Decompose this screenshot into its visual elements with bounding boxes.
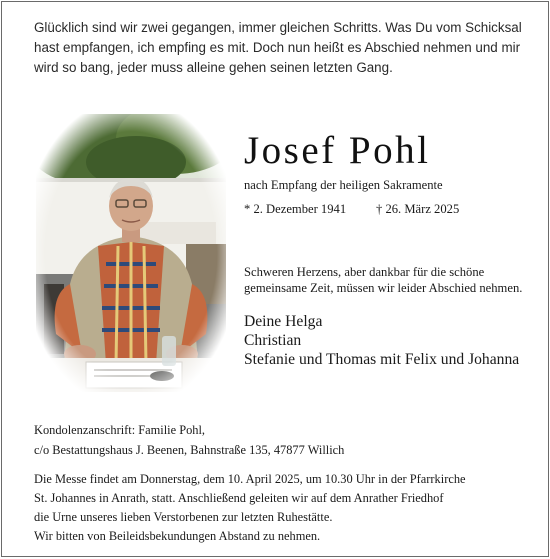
- birth-date: * 2. Dezember 1941: [244, 202, 347, 216]
- service-line: Die Messe findet am Donnerstag, dem 10. April 2025, um 10.30 Uhr in der Pfarrkirche: [34, 472, 466, 486]
- address-line: Kondolenzanschrift: Familie Pohl,: [34, 423, 206, 437]
- portrait-photo: [36, 114, 226, 392]
- farewell-line: Schweren Herzens, aber dankbar für die schöne: [244, 265, 485, 279]
- address-line: c/o Bestattungshaus J. Beenen, Bahnstraße 135, 47877 Willich: [34, 443, 345, 457]
- obituary-notice: [1, 1, 549, 557]
- poem-line: hast empfangen, ich empfing es mit. Doch nun heißt es Abschied nehmen und mir: [34, 40, 521, 55]
- poem-line: Glücklich sind wir zwei gegangen, immer gleichen Schritts. Was Du vom Schicksal: [34, 20, 522, 35]
- service-line: St. Johannes in Anrath, statt. Anschließend geleiten wir auf dem Anrather Friedhof: [34, 491, 444, 505]
- death-date: † 26. März 2025: [376, 202, 460, 216]
- deceased-name: Josef Pohl: [244, 129, 431, 172]
- mourner: Stefanie und Thomas mit Felix und Johanna: [244, 351, 520, 368]
- poem-line: wird so bang, jeder muss alleine gehen seinen letzten Gang.: [34, 60, 393, 75]
- service-line: Wir bitten von Beileidsbekundungen Abstand zu nehmen.: [34, 529, 321, 543]
- farewell-line: gemeinsame Zeit, müssen wir leider Abschied nehmen.: [244, 280, 523, 295]
- mourner: Christian: [244, 332, 302, 349]
- service-line: die Urne unseres lieben Verstorbenen zur letzten Ruhestätte.: [34, 510, 333, 524]
- mourners-list: [244, 312, 519, 369]
- mourner: Deine Helga: [244, 313, 323, 330]
- farewell-text: [244, 265, 522, 296]
- condolence-address: [34, 420, 344, 460]
- sacrament-note: nach Empfang der heiligen Sakramente: [244, 178, 443, 192]
- service-info: [34, 470, 466, 546]
- poem: [34, 18, 529, 78]
